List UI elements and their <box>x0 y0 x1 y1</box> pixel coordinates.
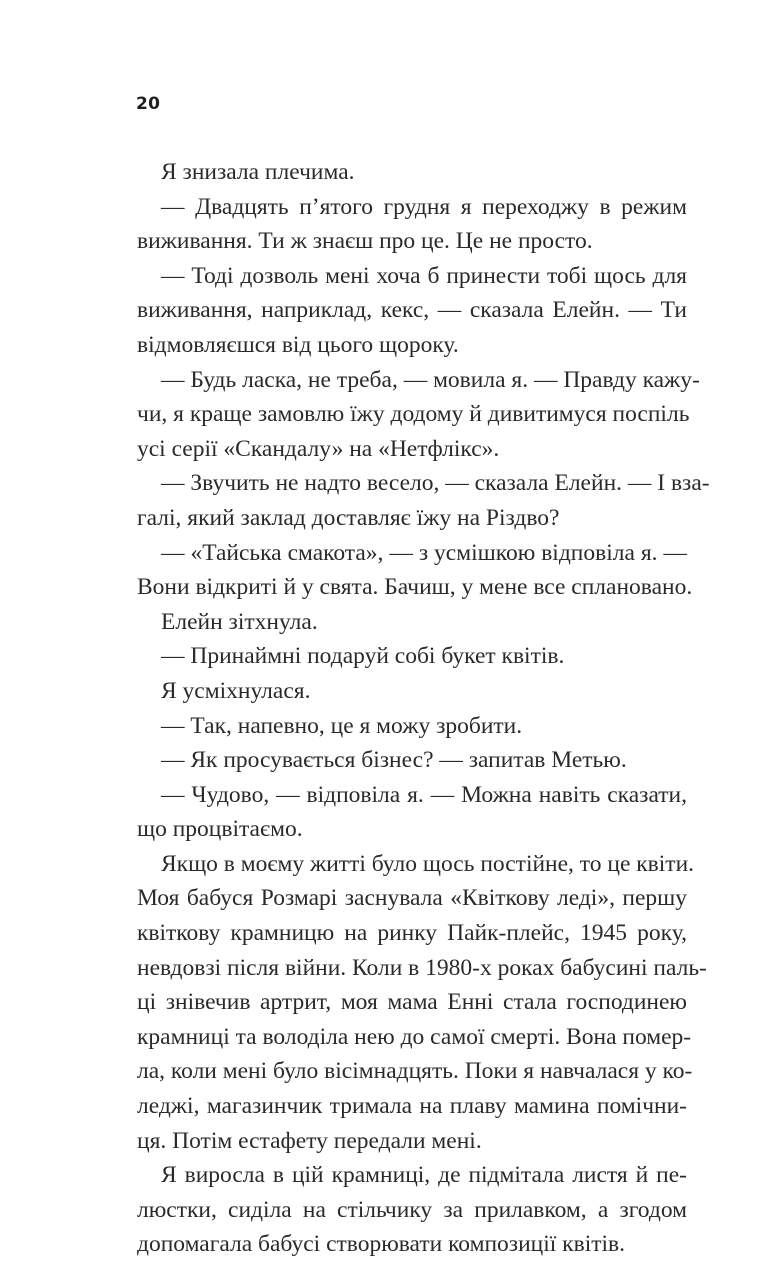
text-line: — Принаймні подаруй собі букет квітів. <box>161 643 565 670</box>
text-line: — Тоді дозволь мені хоча б принести тобі щось для <box>161 262 687 289</box>
text-line: що процвітаємо. <box>137 816 303 843</box>
text-line: леджі, магазинчик тримала на плаву мамина помічни- <box>137 1093 687 1120</box>
text-line: відмовляєшся від цього щороку. <box>137 331 459 358</box>
text-line: — Двадцять п’ятого грудня я переходжу в режим <box>161 193 687 220</box>
text-line: чи, я краще замовлю їжу додому й дивитимуся поспіль <box>137 401 690 428</box>
text-line: Я усміхнулася. <box>161 677 311 704</box>
text-line: Вони відкриті й у свята. Бачиш, у мене все сплановано. <box>137 574 693 601</box>
text-line: квіткову крамницю на ринку Пайк-плейс, 1945 року, <box>137 920 687 947</box>
text-line: Я знизала плечима. <box>161 159 355 185</box>
text-line: виживання, наприклад, кекс, — сказала Елейн. — Ти <box>137 297 687 324</box>
text-line: — Будь ласка, не треба, — мовила я. — Правду кажу- <box>161 366 700 393</box>
text-line: виживання. Ти ж знаєш про це. Це не просто. <box>137 228 593 255</box>
text-line: — Звучить не надто весело, — сказала Елейн. — І вза- <box>161 470 710 497</box>
page-number: 20 <box>136 94 161 114</box>
text-line: — Так, напевно, це я можу зробити. <box>161 712 523 739</box>
text-line: ці знівечив артрит, моя мама Енні стала господинею <box>137 989 687 1016</box>
body-text <box>137 155 710 1262</box>
text-line: невдовзі після війни. Коли в 1980-х роках бабусині паль- <box>137 954 707 981</box>
text-line: ла, коли мені було вісімнадцять. Поки я навчалася у ко- <box>137 1058 693 1085</box>
text-line: Якщо в моєму житті було щось постійне, то це квіти. <box>161 850 695 877</box>
text-line: усі серії «Скандалу» на «Нетфлікс». <box>137 435 500 462</box>
text-line: — «Тайська смакота», — з усмішкою відповіла я. — <box>161 539 687 566</box>
text-line: — Як просувається бізнес? — запитав Метью. <box>161 747 627 774</box>
text-line: Я виросла в цій крамниці, де підмітала листя й пе- <box>161 1162 687 1189</box>
text-line: люстки, сиділа на стільчику за прилавком, а згодом <box>137 1196 687 1223</box>
text-line: крамниці та володіла нею до самої смерті. Вона помер- <box>137 1023 692 1050</box>
text-line: — Чудово, — відповіла я. — Можна навіть сказати, <box>161 781 687 808</box>
text-line: Моя бабуся Розмарі заснувала «Квіткову леді», першу <box>137 885 687 912</box>
text-line: Елейн зітхнула. <box>161 608 318 635</box>
text-line: допомагала бабусі створювати композиції квітів. <box>137 1231 625 1258</box>
text-line: галі, який заклад доставляє їжу на Різдво? <box>137 504 560 531</box>
text-line: ця. Потім естафету передали мені. <box>137 1127 482 1154</box>
